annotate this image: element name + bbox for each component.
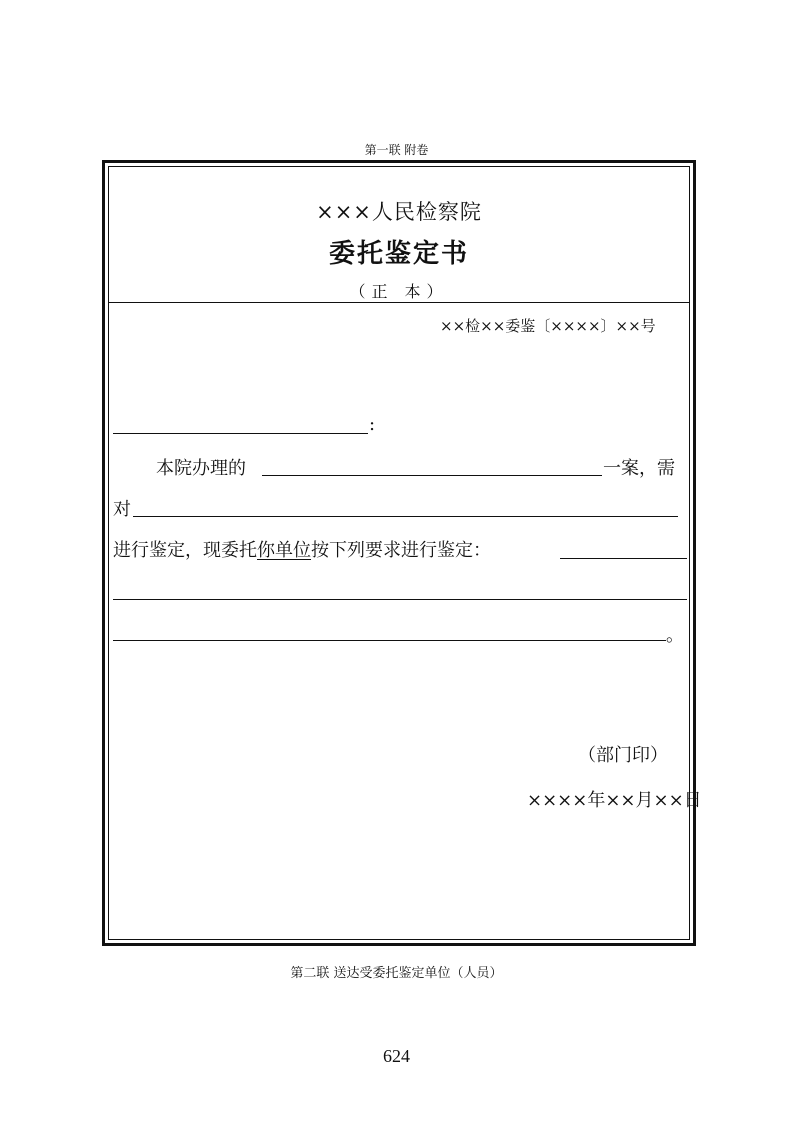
page-number: 624 (383, 1046, 410, 1066)
requirements-blank-3[interactable] (113, 640, 666, 641)
requirements-blank-1[interactable] (560, 558, 687, 559)
top-copy-label: 第一联 附卷 (364, 143, 429, 157)
final-period: 。 (666, 625, 684, 646)
document-title: 委托鉴定书 (328, 239, 469, 269)
copy-type-label: （正 本） (349, 282, 449, 301)
request-line (113, 536, 491, 562)
addressee-colon: : (369, 414, 376, 435)
request-text-before: 进行鉴定，现委托 (113, 540, 257, 561)
case-suffix: 一案，需 (603, 458, 675, 479)
org-name: ×××人民检察院 (316, 200, 482, 224)
case-prefix: 本院办理的 (156, 458, 246, 479)
bottom-copy-label: 第二联 送达受委托鉴定单位（人员） (290, 966, 503, 981)
request-text-after: 按下列要求进行鉴定： (311, 540, 491, 561)
document-number: ××检××委鉴〔××××〕××号 (440, 317, 656, 335)
case-name-blank[interactable] (262, 475, 602, 476)
request-text-underlined: 你单位 (257, 540, 311, 561)
department-seal-note: （部门印） (578, 745, 668, 766)
issue-date: ××××年××月××日 (527, 790, 702, 811)
requirements-blank-2[interactable] (113, 599, 687, 600)
header-divider (108, 302, 690, 303)
object-prefix: 对 (113, 499, 131, 520)
object-blank[interactable] (133, 516, 678, 517)
addressee-blank[interactable] (113, 433, 368, 434)
